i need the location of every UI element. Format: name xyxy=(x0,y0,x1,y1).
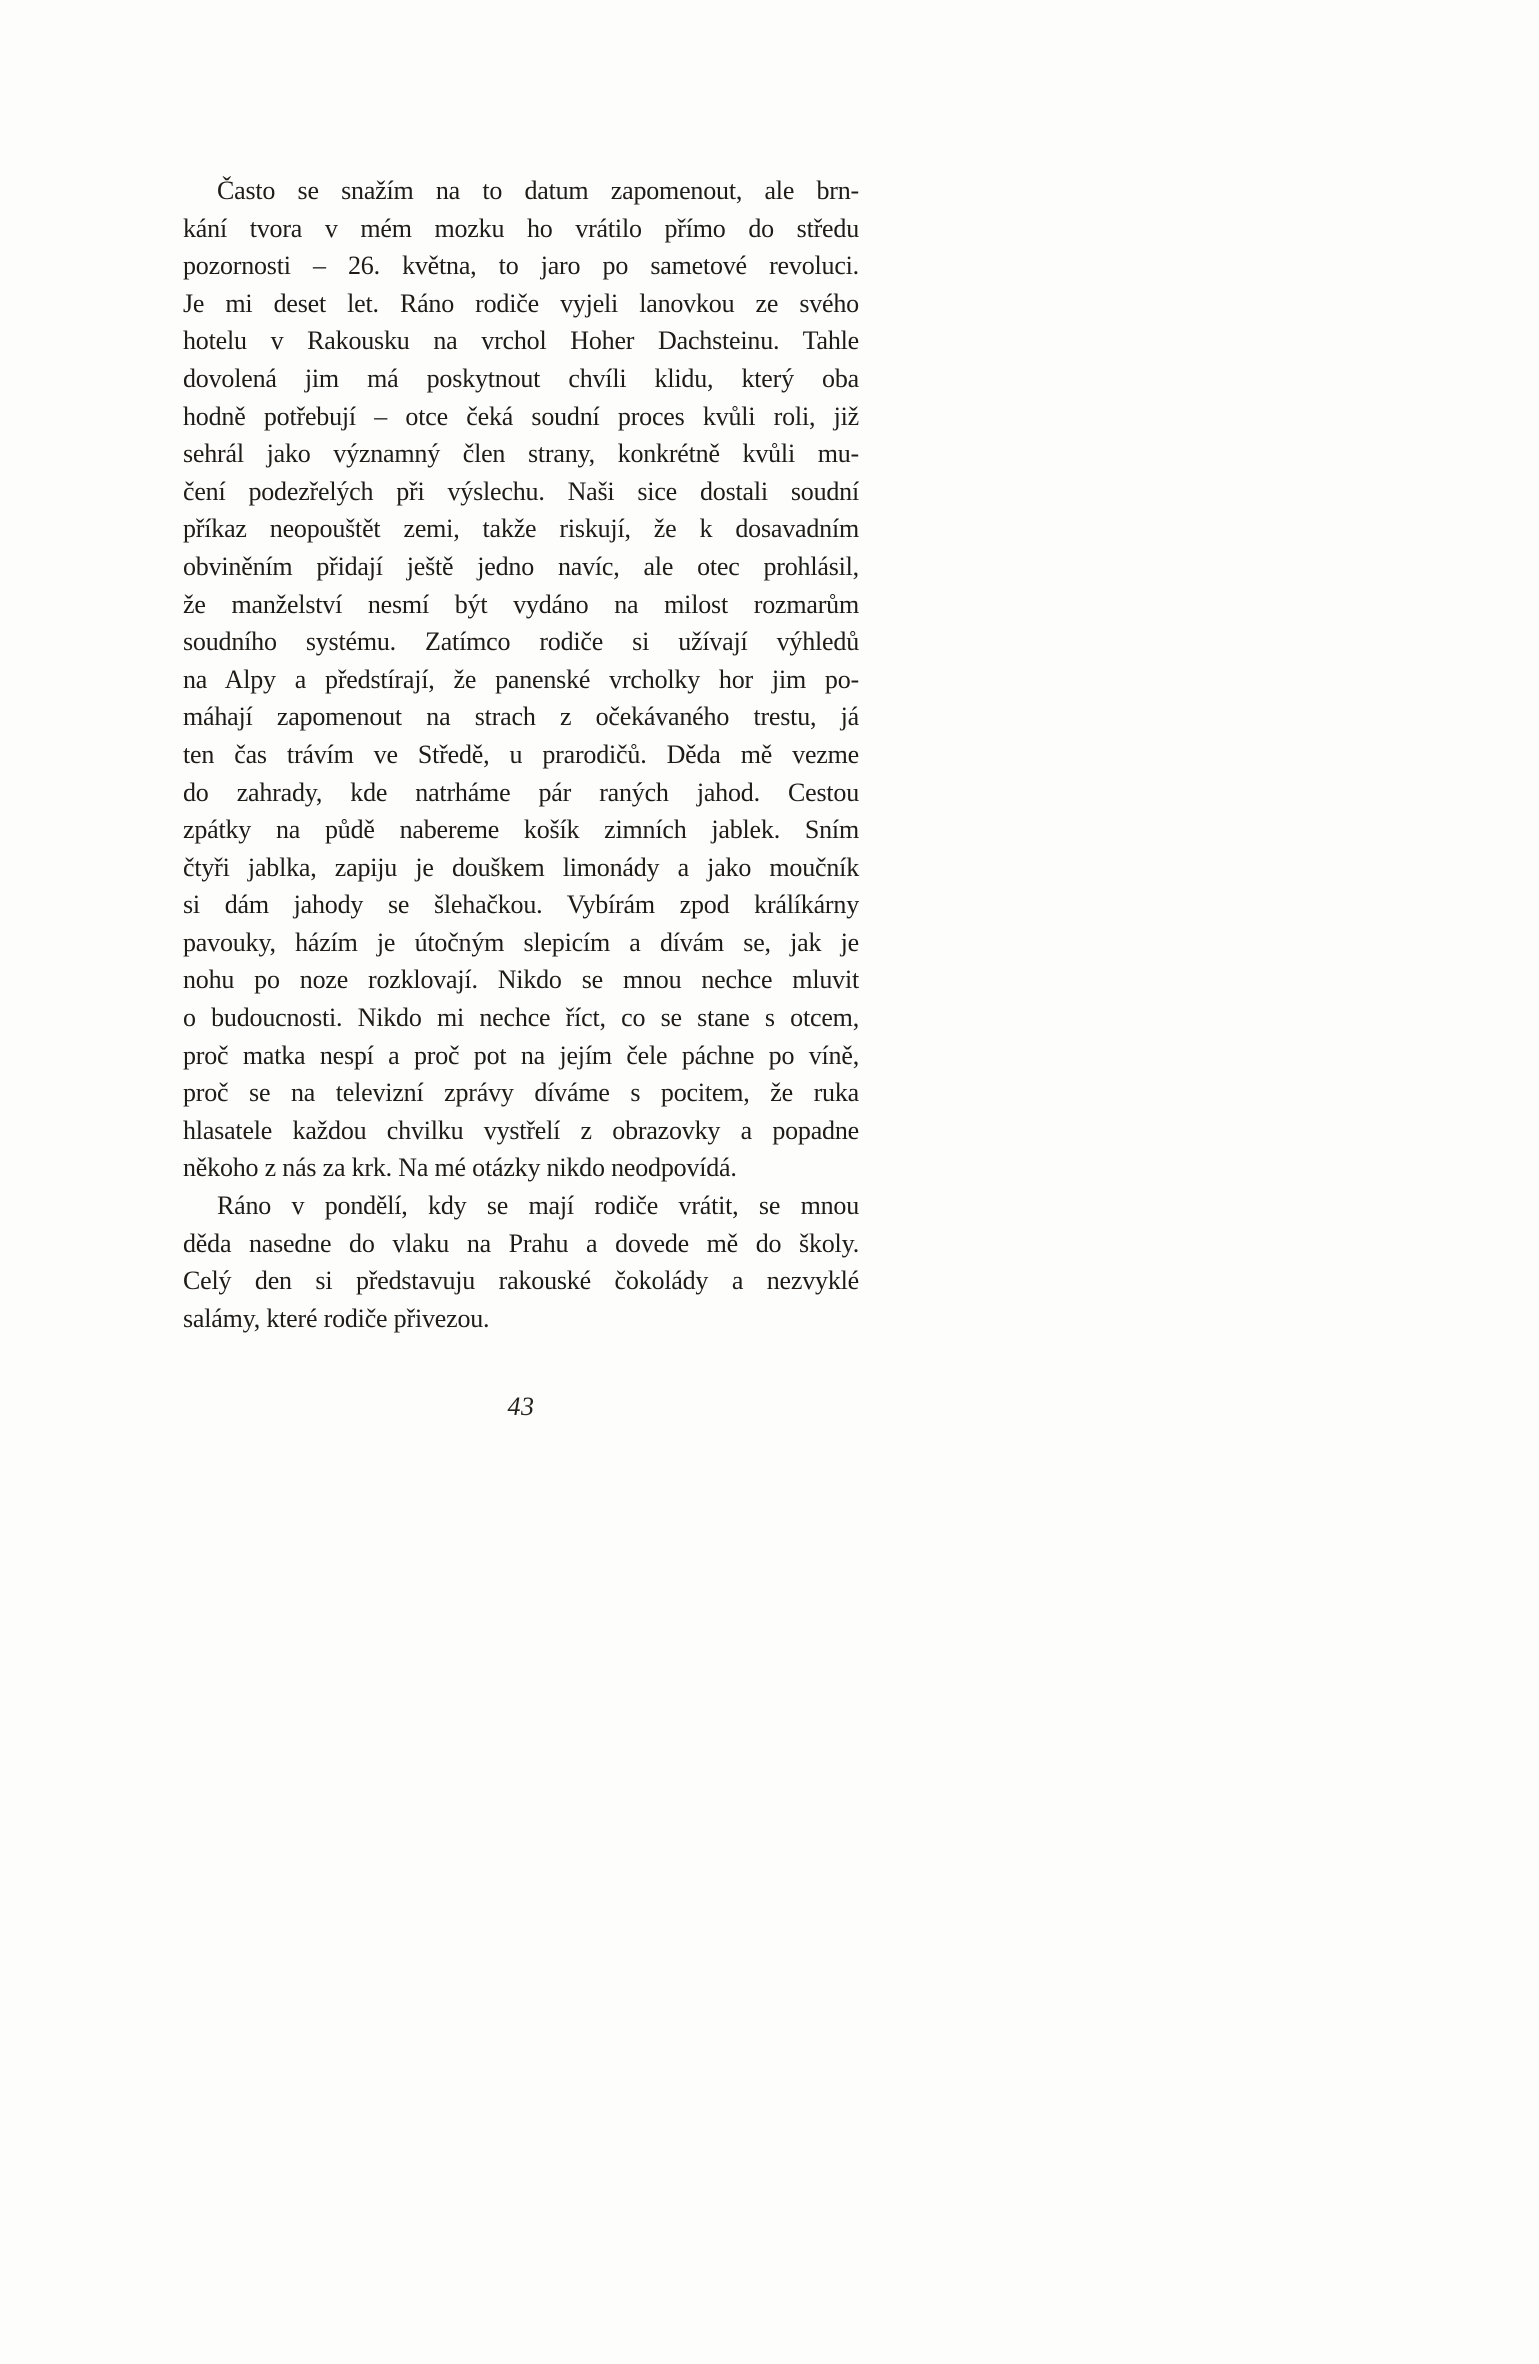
page-text xyxy=(183,172,859,1337)
text-line: Je mi deset let. Ráno rodiče vyjeli lanovkou ze svého xyxy=(183,288,859,318)
text-line: pozornosti – 26. května, to jaro po sametové revoluci. xyxy=(183,251,859,281)
page-number: 43 xyxy=(507,1392,535,1421)
text-line: obviněním přidají ještě jedno navíc, ale otec prohlásil, xyxy=(183,551,859,581)
text-line: zpátky na půdě nabereme košík zimních jablek. Sním xyxy=(183,815,859,845)
text-line: pavouky, házím je útočným slepicím a dívám se, jak je xyxy=(183,927,859,957)
text-line: do zahrady, kde natrháme pár raných jahod. Cestou xyxy=(183,777,859,807)
text-line: děda nasedne do vlaku na Prahu a dovede mě do školy. xyxy=(183,1228,859,1258)
text-line: ten čas trávím ve Středě, u prarodičů. Děda mě vezme xyxy=(183,739,859,769)
text-line: salámy, které rodiče přivezou. xyxy=(183,1303,490,1333)
text-line: hlasatele každou chvilku vystřelí z obrazovky a popadne xyxy=(183,1115,859,1145)
text-line: čtyři jablka, zapiju je douškem limonády a jako moučník xyxy=(183,852,859,882)
text-line: čení podezřelých při výslechu. Naši sice dostali soudní xyxy=(183,476,859,506)
text-line: o budoucnosti. Nikdo mi nechce říct, co se stane s otcem, xyxy=(183,1003,859,1033)
text-line: že manželství nesmí být vydáno na milost rozmarům xyxy=(183,589,859,619)
text-line: Celý den si představuju rakouské čokolády a nezvyklé xyxy=(183,1266,859,1296)
text-line: Často se snažím na to datum zapomenout, ale brn- xyxy=(217,176,859,205)
text-line: hotelu v Rakousku na vrchol Hoher Dachsteinu. Tahle xyxy=(183,326,859,356)
text-line: si dám jahody se šlehačkou. Vybírám zpod králíkárny xyxy=(183,890,859,920)
text-line: hodně potřebují – otce čeká soudní proces kvůli roli, již xyxy=(183,401,859,431)
text-line: máhají zapomenout na strach z očekávaného trestu, já xyxy=(183,702,859,732)
text-line: kání tvora v mém mozku ho vrátilo přímo do středu xyxy=(183,213,859,243)
text-line: sehrál jako významný člen strany, konkrétně kvůli mu- xyxy=(183,439,859,469)
text-line: na Alpy a předstírají, že panenské vrcholky hor jim po- xyxy=(183,664,859,694)
text-line: soudního systému. Zatímco rodiče si užívají výhledů xyxy=(183,627,859,657)
text-line: nohu po noze rozklovají. Nikdo se mnou nechce mluvit xyxy=(183,965,859,995)
text-line: proč se na televizní zprávy díváme s pocitem, že ruka xyxy=(183,1078,859,1108)
text-line: Ráno v pondělí, kdy se mají rodiče vrátit, se mnou xyxy=(217,1191,859,1221)
text-line: někoho z nás za krk. Na mé otázky nikdo neodpovídá. xyxy=(183,1153,737,1183)
text-line: příkaz neopouštět zemi, takže riskují, že k dosavadním xyxy=(183,514,859,544)
text-line: proč matka nespí a proč pot na jejím čele páchne po víně, xyxy=(183,1040,859,1070)
text-line: dovolená jim má poskytnout chvíli klidu, který oba xyxy=(183,363,859,393)
